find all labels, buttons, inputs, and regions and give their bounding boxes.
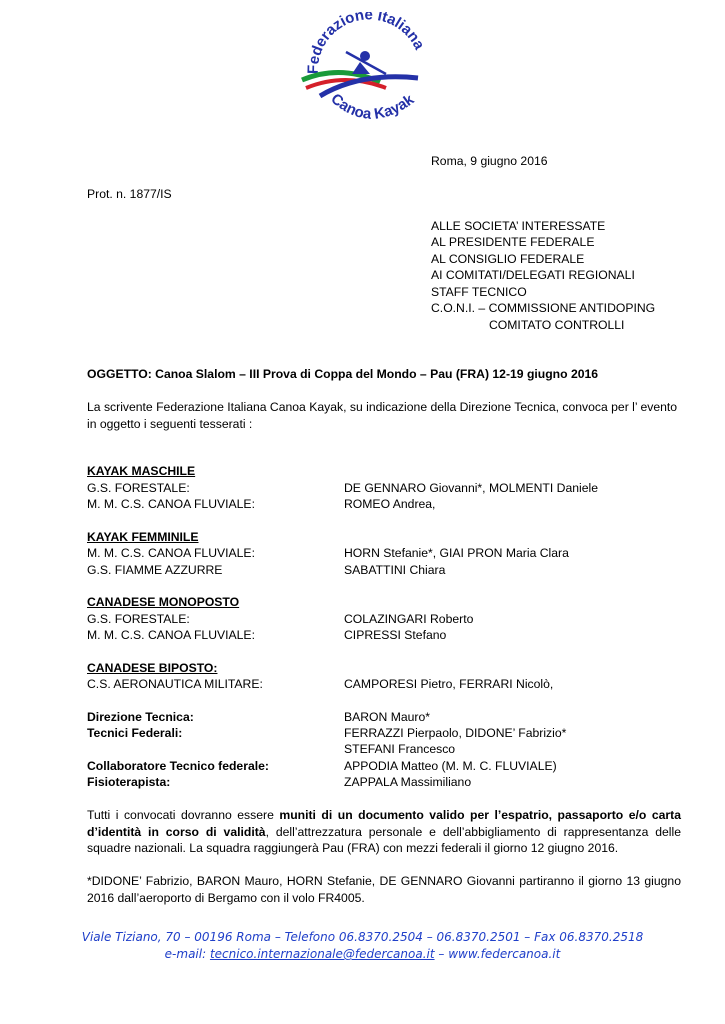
section-title-canadese-monoposto: CANADESE MONOPOSTO [87,595,240,609]
staff-value: BARON Mauro* [344,710,431,724]
section-title-canadese-biposto: CANADESE BIPOSTO: [87,661,218,675]
footer-contacts [0,947,725,961]
athlete-names: HORN Stefanie*, GIAI PRON Maria Clara [344,546,569,560]
athlete-names: DE GENNARO Giovanni*, MOLMENTI Daniele [344,481,598,495]
athlete-names: CAMPORESI Pietro, FERRARI Nicolò, [344,677,554,691]
staff-label: Direzione Tecnica: [87,710,194,724]
club-name: G.S. FORESTALE: [87,481,190,495]
club-name: C.S. AERONAUTICA MILITARE: [87,677,263,691]
recipient-line: AL CONSIGLIO FEDERALE [431,252,585,266]
club-name: G.S. FIAMME AZZURRE [87,563,223,577]
recipient-line: AI COMITATI/DELEGATI REGIONALI [431,268,635,282]
section-title-kayak-maschile: KAYAK MASCHILE [87,464,196,478]
svg-text:Canoa Kayak [327,90,417,123]
staff-value: ZAPPALA Massimiliano [344,775,472,789]
documents-paragraph [87,807,681,857]
recipient-line: STAFF TECNICO [431,285,527,299]
club-name: M. M. C.S. CANOA FLUVIALE: [87,628,255,642]
logo-bottom-text: Canoa Kayak [327,90,418,123]
recipient-line: C.O.N.I. – COMMISSIONE ANTIDOPING [431,301,656,315]
protocol-number: Prot. n. 1877/IS [87,187,172,201]
club-name: G.S. FORESTALE: [87,612,190,626]
paragraph-bold-text: muniti di un documento valido per l’espatrio, passaporto e/o carta d’identità in corso di validità [87,808,681,839]
athlete-names: CIPRESSI Stefano [344,628,447,642]
recipient-line: COMITATO CONTROLLI [489,318,625,332]
footer-address: Viale Tiziano, 70 – 00196 Roma – Telefono 06.8370.2504 – 06.8370.2501 – Fax 06.8370.2518 [81,930,644,944]
paragraph-text: Tutti i convocati dovranno essere [87,808,280,822]
subject-line: OGGETTO: Canoa Slalom – III Prova di Coppa del Mondo – Pau (FRA) 12-19 giugno 2016 [87,367,599,381]
website-text: – www.federcanoa.it [434,947,561,961]
federation-logo [290,12,440,132]
email-link[interactable]: tecnico.internazionale@federcanoa.it [209,947,435,961]
svg-text:Federazione Italiana [305,12,428,74]
staff-value: FERRAZZI Pierpaolo, DIDONE’ Fabrizio* [344,726,567,740]
email-label: e-mail: [164,947,210,961]
recipient-line: ALLE SOCIETA’ INTERESSATE [431,219,606,233]
club-name: M. M. C.S. CANOA FLUVIALE: [87,546,255,560]
paragraph-text: , dell’attrezzatura personale e dell’abbigliamento di rappresentanza delle squadre nazionali. La squadra raggiungerà Pau (FRA) con mezzi federali il giorno 12 giugno 2016. [87,824,681,855]
athlete-names: ROMEO Andrea, [344,497,436,511]
departure-paragraph: *DIDONE’ Fabrizio, BARON Mauro, HORN Stefanie, DE GENNARO Giovanni partiranno il giorno 13 giugno 2016 dall’aeroporto di Bergamo con il volo FR4005. [87,874,681,905]
athlete-names: SABATTINI Chiara [344,563,446,577]
date-line: Roma, 9 giugno 2016 [431,154,548,168]
staff-label: Tecnici Federali: [87,726,183,740]
section-title-kayak-femminile: KAYAK FEMMINILE [87,530,199,544]
logo-graphic [290,12,440,132]
logo-top-text: Federazione Italiana [304,12,428,75]
intro-paragraph: La scrivente Federazione Italiana Canoa Kayak, su indicazione della Direzione Tecnica, convoca per l’ evento in oggetto i seguenti tesserati : [87,400,678,431]
athlete-names: COLAZINGARI Roberto [344,612,474,626]
staff-value: APPODIA Matteo (M. M. C. FLUVIALE) [344,759,557,773]
staff-label: Collaboratore Tecnico federale: [87,759,269,773]
recipient-line: AL PRESIDENTE FEDERALE [431,235,595,249]
staff-value: STEFANI Francesco [344,742,456,756]
club-name: M. M. C.S. CANOA FLUVIALE: [87,497,255,511]
staff-label: Fisioterapista: [87,775,171,789]
